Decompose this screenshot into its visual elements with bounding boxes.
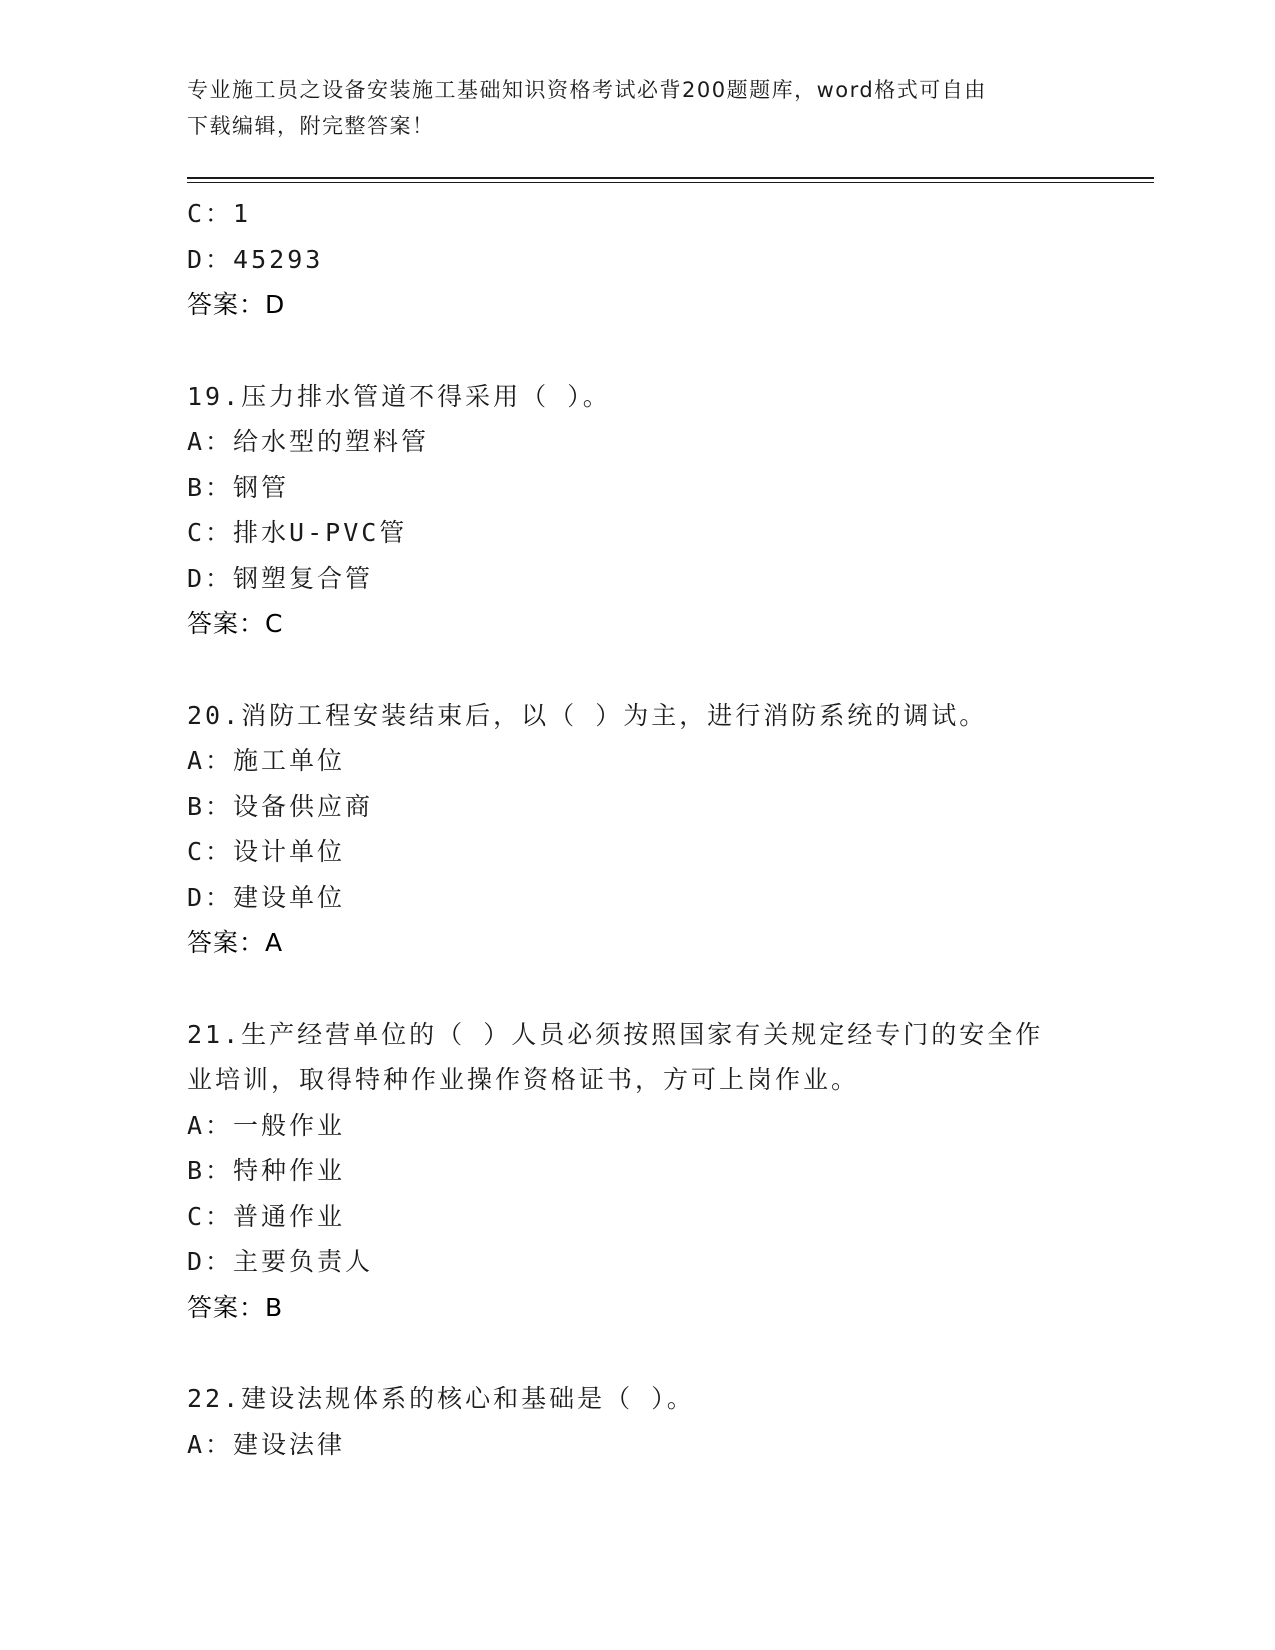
question-stem: 19.压力排水管道不得采用（ ）。 xyxy=(187,381,611,411)
question-20 xyxy=(187,693,1087,966)
option-b: B：钢管 xyxy=(187,472,290,502)
question-list xyxy=(187,191,1087,1467)
option-c: C：普通作业 xyxy=(187,1201,346,1231)
question-stem-line-2: 业培训，取得特种作业操作资格证书，方可上岗作业。 xyxy=(187,1065,860,1094)
spacer xyxy=(187,328,1087,374)
header-line-2: 下载编辑，附完整答案！ xyxy=(187,114,435,138)
question-19 xyxy=(187,374,1087,647)
question-stem: 20.消防工程安装结束后，以（ ）为主，进行消防系统的调试。 xyxy=(187,700,988,730)
option-c: C：设计单位 xyxy=(187,837,346,866)
spacer xyxy=(187,647,1087,693)
answer-line: 答案：A xyxy=(187,928,284,957)
header-line-1: 专业施工员之设备安装施工基础知识资格考试必背200题题库，word格式可自由 xyxy=(187,78,987,102)
option-c: C：1 xyxy=(187,199,252,228)
spacer xyxy=(187,966,1087,1012)
option-d: D：建设单位 xyxy=(187,882,346,912)
answer-line: 答案：D xyxy=(187,290,286,319)
question-21 xyxy=(187,1012,1087,1331)
option-a: A：建设法律 xyxy=(187,1429,346,1459)
option-b: B：特种作业 xyxy=(187,1156,346,1185)
option-a: A：施工单位 xyxy=(187,746,346,775)
option-a: A：给水型的塑料管 xyxy=(187,427,430,456)
question-stem-line-1: 21.生产经营单位的（ ）人员必须按照国家有关规定经专门的安全作 xyxy=(187,1019,1044,1049)
option-a: A：一般作业 xyxy=(187,1110,346,1140)
option-c: C：排水U-PVC管 xyxy=(187,518,408,547)
option-d: D：主要负责人 xyxy=(187,1247,374,1276)
question-stem: 22.建设法规体系的核心和基础是（ ）。 xyxy=(187,1384,695,1413)
answer-line: 答案：B xyxy=(187,1292,284,1322)
document-header xyxy=(187,72,1087,144)
header-divider-thick xyxy=(187,177,1154,179)
option-b: B：设备供应商 xyxy=(187,791,374,821)
option-d: D：钢塑复合管 xyxy=(187,563,374,593)
spacer xyxy=(187,1330,1087,1376)
answer-line: 答案：C xyxy=(187,609,284,638)
header-divider-thin xyxy=(187,182,1154,183)
option-d: D：45293 xyxy=(187,244,324,274)
question-22 xyxy=(187,1376,1087,1467)
question-fragment xyxy=(187,191,1087,328)
